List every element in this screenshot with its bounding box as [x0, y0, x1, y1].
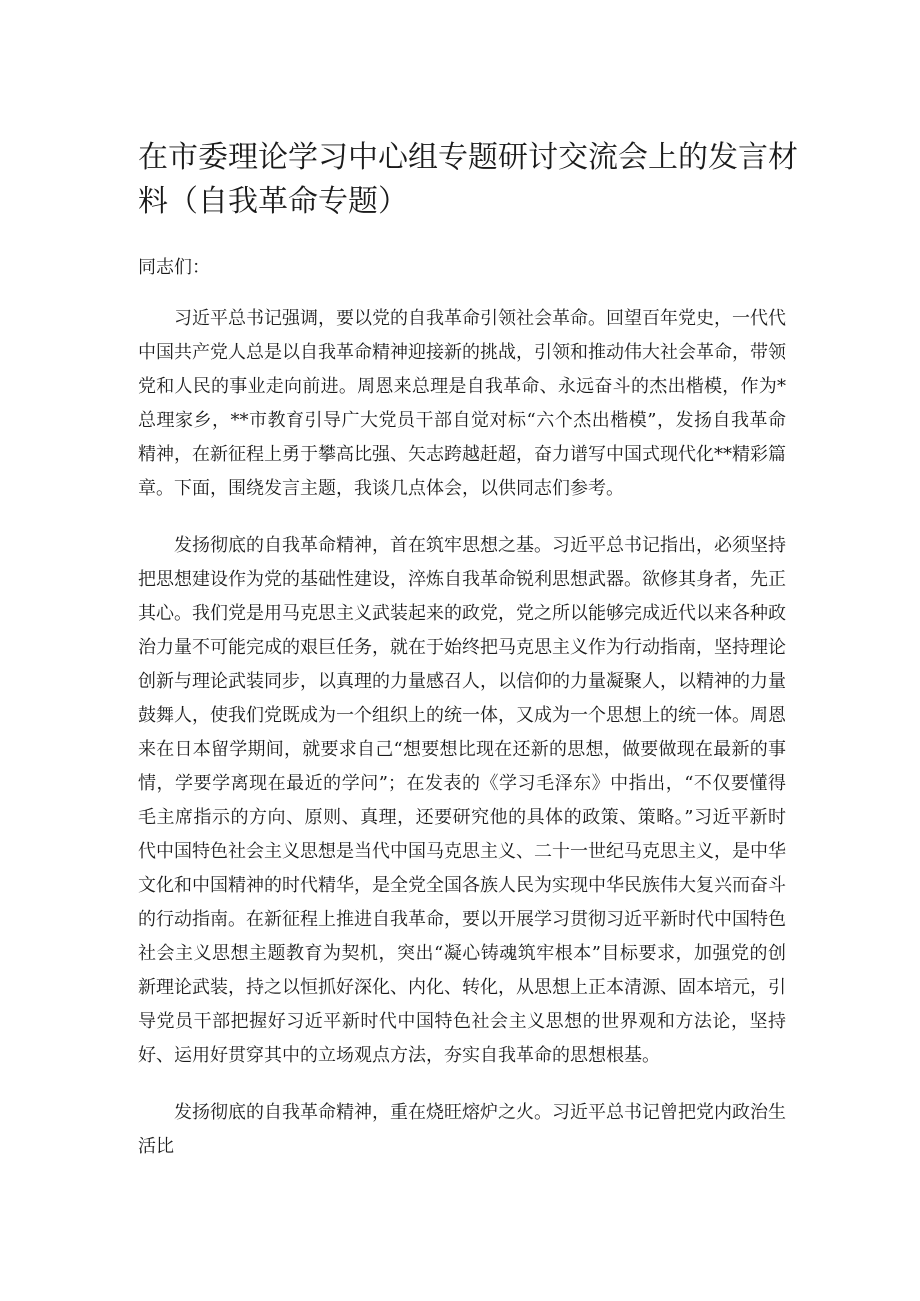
greeting: 同志们： — [138, 257, 210, 278]
document-title: 在市委理论学习中心组专题研讨交流会上的发言材料（自我革命专题） — [138, 140, 798, 219]
document-body — [138, 302, 786, 1187]
paragraph-thought-foundation: 发扬彻底的自我革命精神，首在筑牢思想之基。习近平总书记指出，必须坚持把思想建设作为党的基础性建设，淬炼自我革命锐利思想武器。欲修其身者，先正其心。我们党是用马克思主义武装起来的政党，党之所以能够完成近代以来各种政治力量不可能完成的艰巨任务，就在于始终把马克思主义作为行动指南，坚持理论创新与理论武装同步，以真理的力量感召人，以信仰的力量凝聚人，以精神的力量鼓舞人，使我们党既成为一个组织上的统一体，又成为一个思想上的统一体。周恩来在日本留学期间，就要求自己“想要想比现在还新的思想，做要做现在最新的事情，学要学离现在最近的学问”；在发表的《学习毛泽东》中指出，“不仅要懂得毛主席指示的方向、原则、真理，还要研究他的具体的政策、策略。”习近平新时代中国特色社会主义思想是当代中国马克思主义、二十一世纪马克思主义，是中华文化和中国精神的时代精华，是全党全国各族人民为实现中华民族伟大复兴而奋斗的行动指南。在新征程上推进自我革命，要以开展学习贯彻习近平新时代中国特色社会主义思想主题教育为契机，突出“凝心铸魂筑牢根本”目标要求，加强党的创新理论武装，持之以恒抓好深化、内化、转化，从思想上正本清源、固本培元，引导党员干部把握好习近平新时代中国特色社会主义思想的世界观和方法论，坚持好、运用好贯穿其中的立场观点方法，夯实自我革命的思想根基。 — [138, 535, 786, 1066]
paragraph-intro: 习近平总书记强调，要以党的自我革命引领社会革命。回望百年党史，一代代中国共产党人总是以自我革命精神迎接新的挑战，引领和推动伟大社会革命，带领党和人民的事业走向前进。周恩来总理是自我革命、永远奋斗的杰出楷模，作为*总理家乡，**市教育引导广大党员干部自觉对标“六个杰出楷模”，发扬自我革命精神，在新征程上勇于攀高比强、矢志跨越赶超，奋力谱写中国式现代化**精彩篇章。下面，围绕发言主题，我谈几点体会，以供同志们参考。 — [138, 308, 786, 499]
paragraph-political-life: 发扬彻底的自我革命精神，重在烧旺熔炉之火。习近平总书记曾把党内政治生活比 — [138, 1102, 786, 1157]
